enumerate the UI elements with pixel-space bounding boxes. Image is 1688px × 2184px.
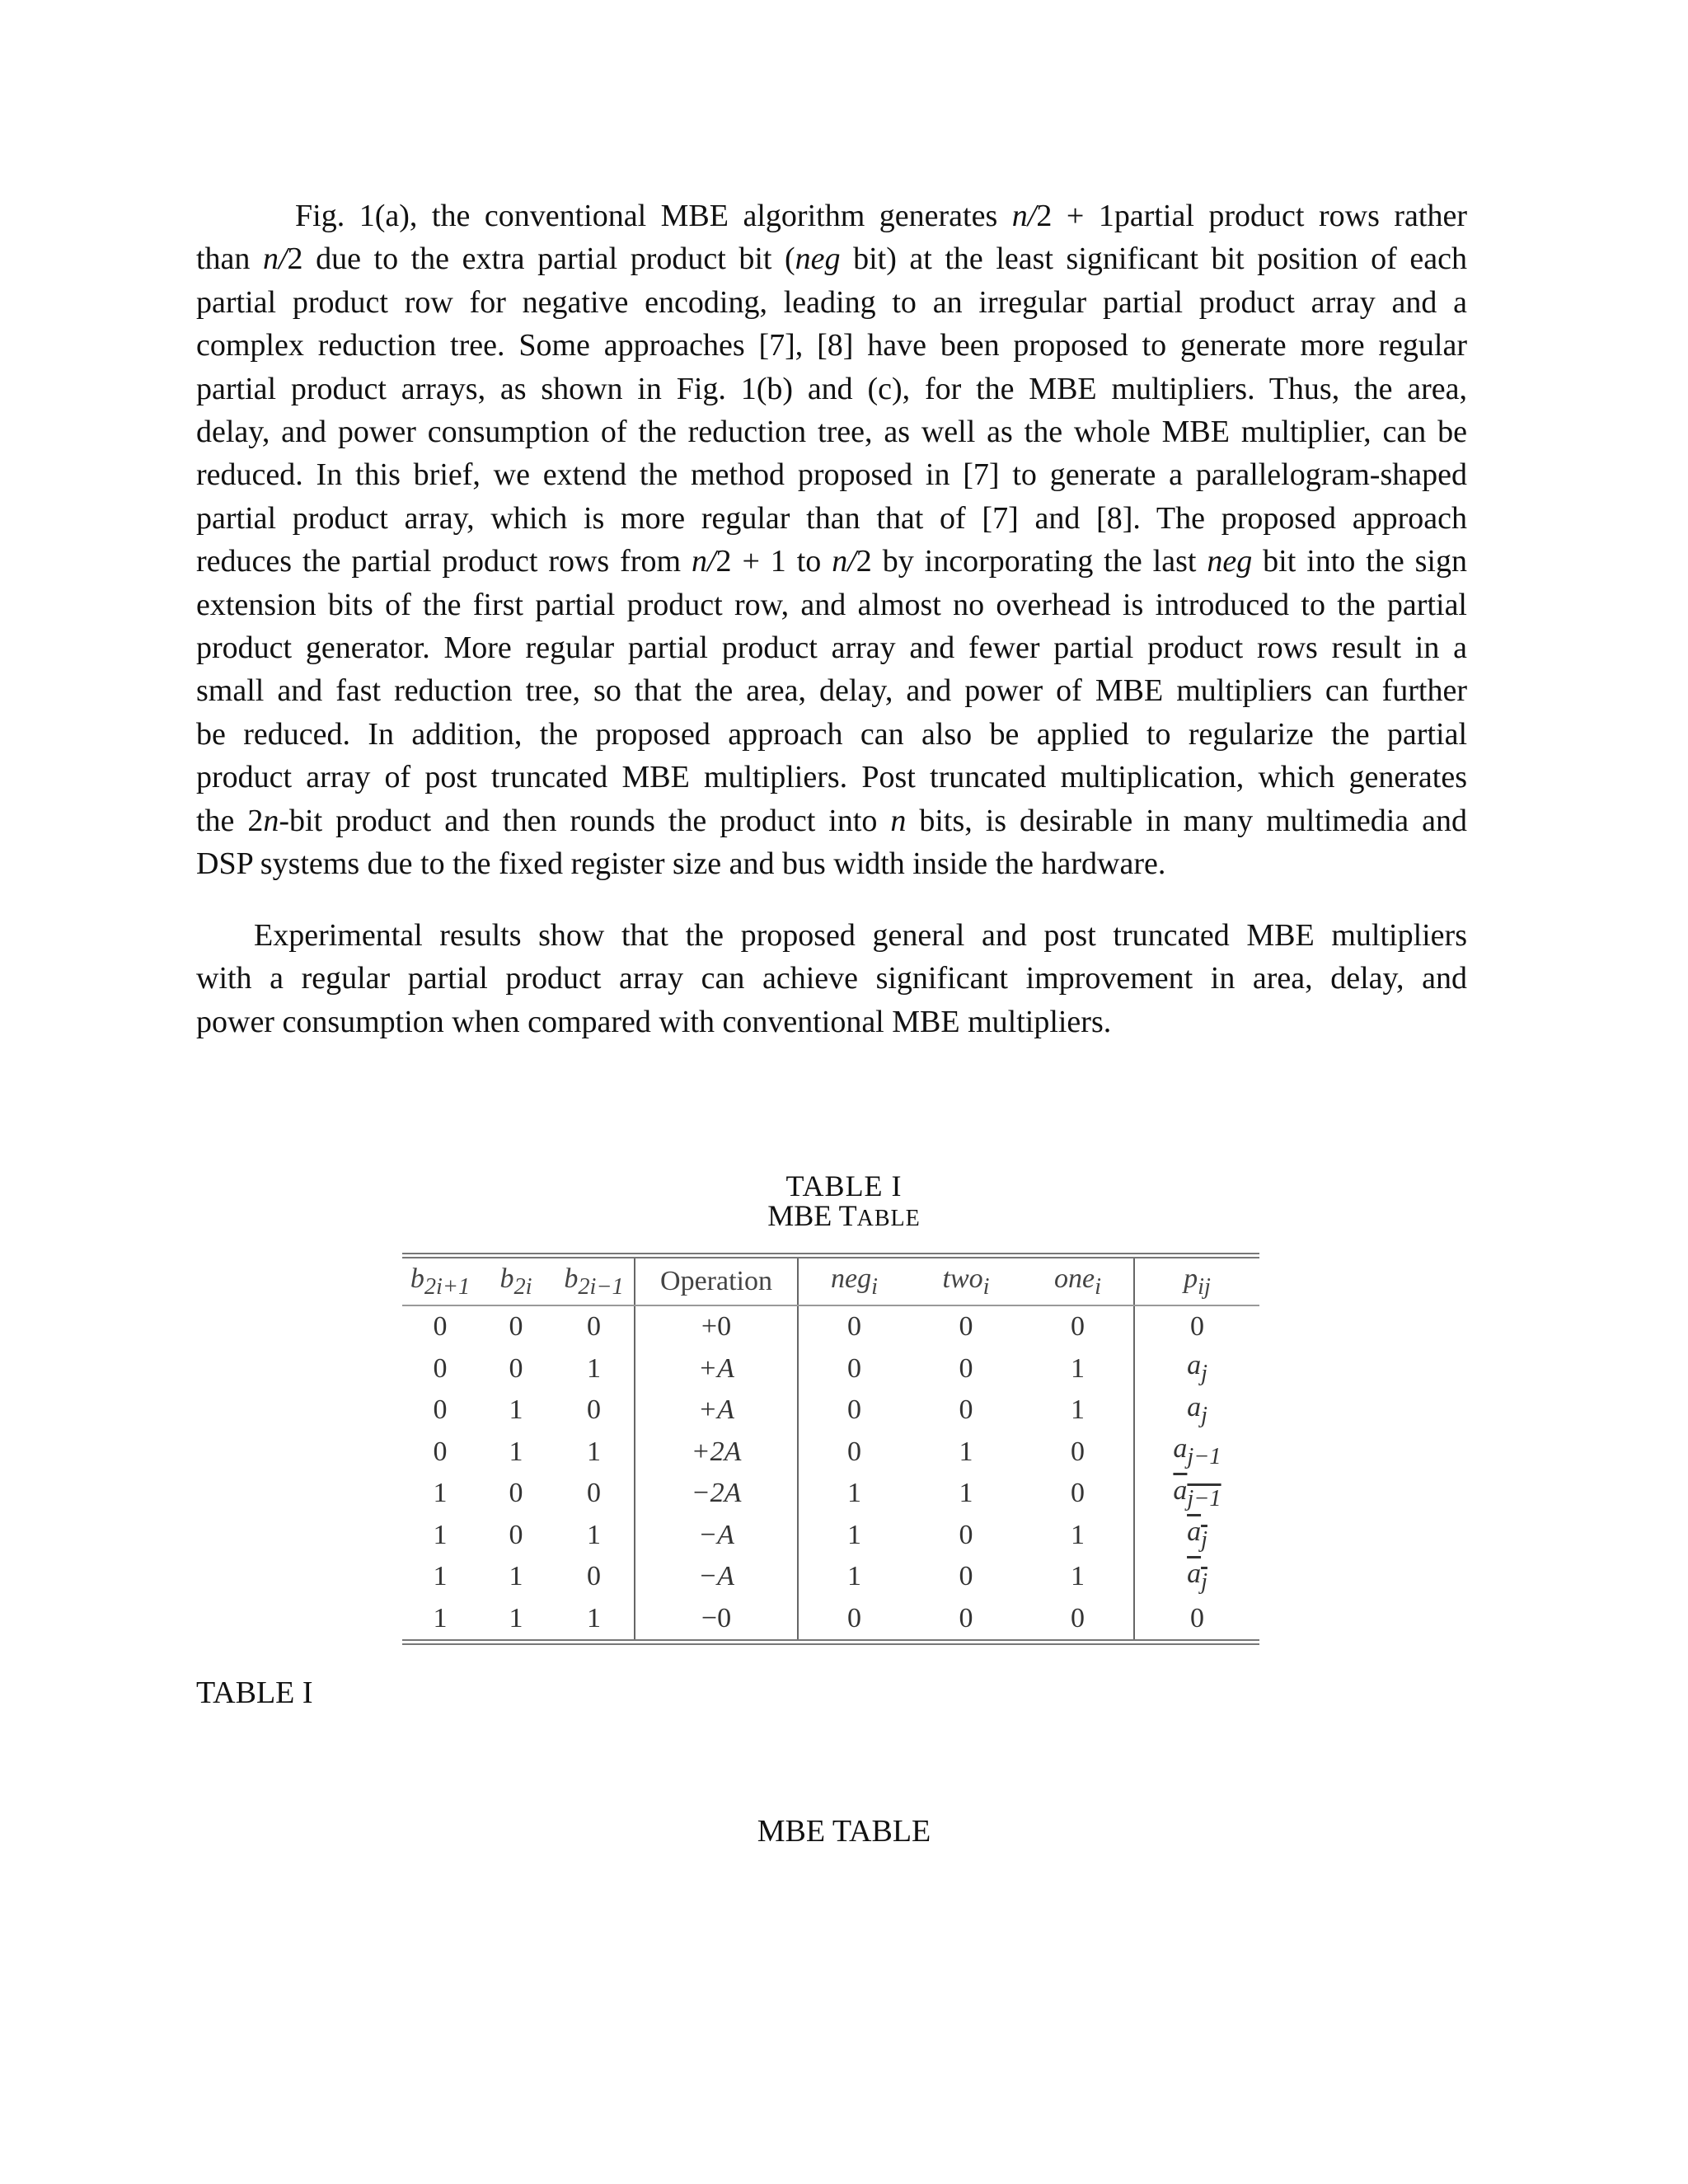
table-caption-number: TABLE I — [785, 1169, 903, 1202]
text-line: with a regular partial product array can achieve significant improvement in area, delay, and — [196, 961, 1467, 996]
text-line: partial product array, which is more regular than that of [7] and [8]. The proposed approach — [196, 500, 1467, 536]
cell: 0 — [433, 1311, 448, 1343]
table-title: MBE TABLE — [757, 1814, 931, 1849]
cell: 0 — [509, 1311, 523, 1343]
cell: −2A — [635, 1473, 798, 1515]
cell: 0 — [1134, 1598, 1259, 1643]
cell: 1 — [509, 1436, 523, 1467]
cell: 1 — [587, 1519, 601, 1550]
cell: 1 — [433, 1602, 448, 1633]
text-line: product array of post truncated MBE multipliers. Post truncated multiplication, which generates — [196, 760, 1467, 795]
mbe-table — [402, 1253, 1259, 1645]
body-paragraph-1 — [196, 194, 1467, 886]
cell: 0 — [509, 1478, 523, 1509]
cell: +A — [635, 1390, 798, 1432]
cell: +0 — [635, 1305, 798, 1348]
cell: 0 — [433, 1352, 448, 1384]
header-pij: $p_{ij}$ — [1134, 1256, 1259, 1306]
text-line: be reduced. In addition, the proposed approach can also be applied to regularize the partial — [196, 716, 1467, 752]
text-line: extension bits of the first partial product row, and almost no overhead is introduced to the partial — [196, 587, 1467, 622]
header-operation: Operation — [635, 1256, 798, 1306]
text-line: delay, and power consumption of the reduction tree, as well as the whole MBE multiplier, can be — [196, 415, 1467, 450]
cell: 0 — [798, 1348, 910, 1390]
cell: +2A — [635, 1432, 798, 1474]
cell: $a_j$ — [1134, 1390, 1259, 1432]
caption-prefix: MBE T — [767, 1199, 857, 1232]
cell: −A — [635, 1556, 798, 1598]
table-row — [402, 1390, 1259, 1432]
cell: 1 — [587, 1602, 601, 1633]
cell: 0 — [509, 1519, 523, 1550]
cell: 1 — [959, 1436, 973, 1467]
table-label: TABLE I — [196, 1675, 313, 1710]
cell: 0 — [798, 1598, 910, 1643]
cell: 1 — [433, 1478, 448, 1509]
cell: 0 — [798, 1390, 910, 1432]
cell: 0 — [1071, 1311, 1085, 1343]
cell: 0 — [1071, 1478, 1085, 1509]
caption-smallcaps: ABLE — [856, 1206, 921, 1231]
table-row — [402, 1598, 1259, 1643]
cell: 1 — [1071, 1394, 1085, 1426]
text-line: complex reduction tree. Some approaches [7], [8] have been proposed to generate more regular — [196, 328, 1467, 363]
text-line: partial product arrays, as shown in Fig. 1(b) and (c), for the MBE multipliers. Thus, the area, — [196, 371, 1467, 406]
cell: $a_{j-1}$ — [1134, 1473, 1259, 1515]
text-line: Fig. 1(a), the conventional MBE algorithm generates n/2 + 1partial product rows rather — [295, 199, 1467, 233]
text-line: small and fast reduction tree, so that the area, delay, and power of MBE multipliers can further — [196, 673, 1467, 709]
header-one: one$_i$ — [1022, 1256, 1134, 1306]
cell: 0 — [959, 1561, 973, 1592]
cell: 0 — [509, 1352, 523, 1384]
table-caption-title — [0, 1200, 1688, 1235]
cell: 0 — [1071, 1436, 1085, 1467]
text-line: reduced. In this brief, we extend the method proposed in [7] to generate a parallelogram-shaped — [196, 457, 1467, 493]
text-line: DSP systems due to the fixed register size and bus width inside the hardware. — [196, 846, 1166, 882]
cell: 1 — [509, 1602, 523, 1633]
cell: 0 — [587, 1394, 601, 1426]
table-row — [402, 1432, 1259, 1474]
table-row — [402, 1348, 1259, 1390]
text-line: power consumption when compared with conventional MBE multipliers. — [196, 1004, 1112, 1039]
cell: 1 — [433, 1561, 448, 1592]
cell: 0 — [959, 1311, 973, 1343]
cell: 0 — [1134, 1305, 1259, 1348]
header-b2i: $b_{2i}$ — [478, 1256, 554, 1306]
table-row — [402, 1556, 1259, 1598]
cell: 0 — [959, 1352, 973, 1384]
cell: 1 — [587, 1352, 601, 1384]
cell: 0 — [433, 1436, 448, 1467]
cell: $a_{j-1}$ — [1134, 1432, 1259, 1474]
cell: 0 — [433, 1394, 448, 1426]
header-b2i-minus-1: $b_{2i-1}$ — [554, 1256, 635, 1306]
text-line: reduces the partial product rows from n/2 + 1 to n/2 by incorporating the last neg bit into the sign — [196, 544, 1467, 579]
text-line: than n/2 due to the extra partial product bit (neg bit) at the least significant bit position of each — [196, 241, 1467, 277]
cell: 1 — [1071, 1352, 1085, 1384]
text-line: Experimental results show that the proposed general and post truncated MBE multipliers — [254, 918, 1467, 953]
cell: 1 — [798, 1556, 910, 1598]
text-line: partial product row for negative encoding, leading to an irregular partial product array and a — [196, 284, 1467, 320]
cell: $a_j$ — [1134, 1556, 1259, 1598]
cell: 1 — [587, 1436, 601, 1467]
cell: 1 — [798, 1473, 910, 1515]
table-row — [402, 1515, 1259, 1557]
cell: 0 — [959, 1394, 973, 1426]
cell: 1 — [1071, 1561, 1085, 1592]
table-row — [402, 1305, 1259, 1348]
cell: $a_j$ — [1134, 1515, 1259, 1557]
cell: 1 — [433, 1519, 448, 1550]
header-two: two$_i$ — [910, 1256, 1022, 1306]
cell: 1 — [509, 1561, 523, 1592]
table-header-row — [402, 1256, 1259, 1306]
header-neg: neg$_i$ — [798, 1256, 910, 1306]
header-b2i-plus-1: $b_{2i+1}$ — [402, 1256, 478, 1306]
cell: −A — [635, 1515, 798, 1557]
cell: 0 — [1071, 1602, 1085, 1633]
cell: 0 — [959, 1602, 973, 1633]
cell: 0 — [798, 1305, 910, 1348]
cell: 1 — [1071, 1519, 1085, 1550]
cell: 0 — [798, 1432, 910, 1474]
body-paragraph-2 — [196, 914, 1467, 1043]
cell: 0 — [587, 1478, 601, 1509]
cell: 1 — [798, 1515, 910, 1557]
text-line: product generator. More regular partial product array and fewer partial product rows result in a — [196, 630, 1467, 666]
cell: $a_j$ — [1134, 1348, 1259, 1390]
cell: 1 — [959, 1478, 973, 1509]
cell: −0 — [635, 1598, 798, 1643]
table-row — [402, 1473, 1259, 1515]
cell: +A — [635, 1348, 798, 1390]
text-line: the 2n-bit product and then rounds the product into n bits, is desirable in many multimedia and — [196, 803, 1467, 838]
cell: 0 — [587, 1311, 601, 1343]
cell: 1 — [509, 1394, 523, 1426]
cell: 0 — [959, 1519, 973, 1550]
cell: 0 — [587, 1561, 601, 1592]
